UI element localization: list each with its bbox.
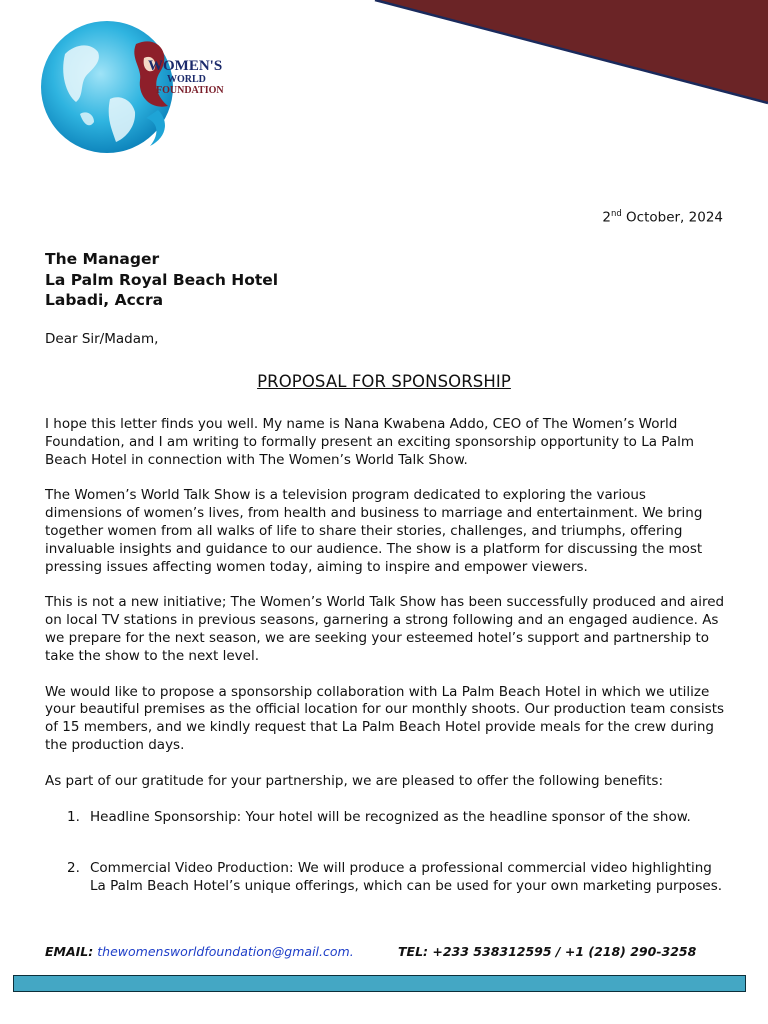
- recipient-address: [45, 249, 278, 311]
- letter-body: [45, 416, 725, 896]
- benefits-list: [45, 809, 725, 896]
- list-item: 2. Commercial Video Production: We will produce a professional commercial video highlighting La Palm Beach Hotel’s unique offerings, which can be used for your own marketing purposes.: [67, 860, 723, 895]
- womens-world-foundation-logo: [40, 14, 240, 164]
- logo-line3: FOUNDATION: [156, 85, 224, 96]
- body-paragraph: As part of our gratitude for your partnership, we are pleased to offer the following benefits:: [45, 772, 663, 789]
- letter-subject: PROPOSAL FOR SPONSORSHIP: [257, 372, 511, 391]
- recipient-line: The Manager: [45, 250, 160, 268]
- telephone-numbers: TEL: +233 538312595 / +1 (218) 290-3258: [398, 944, 697, 959]
- email-label: EMAIL:: [45, 944, 94, 959]
- letter-date: 2nd October, 2024: [602, 209, 723, 226]
- recipient-line: La Palm Royal Beach Hotel: [45, 270, 279, 289]
- footer-contact: [45, 944, 697, 959]
- salutation: Dear Sir/Madam,: [45, 331, 159, 347]
- logo-line1: WOMEN'S: [148, 58, 223, 74]
- logo-line2: WORLD: [167, 74, 206, 85]
- body-paragraph: The Women’s World Talk Show is a television program dedicated to exploring the various dimensions of women’s lives, from health and business to marriage and entertainment. We bring together women from all walks of life to share their stories, challenges, and triumphs, offering invaluable insights and guidance to our audience. The show is a platform for discussing the most pressing issues affecting women today, aiming to inspire and empower viewers.: [45, 487, 703, 575]
- footer-bar: [13, 975, 746, 992]
- body-paragraph: We would like to propose a sponsorship collaboration with La Palm Beach Hotel in which we utilize your beautiful premises as the official location for our monthly shoots. Our production team consists of 15 members, and we kindly request that La Palm Beach Hotel provide meals for the crew during the production days.: [45, 683, 725, 753]
- body-paragraph: I hope this letter finds you well. My name is Nana Kwabena Addo, CEO of The Women’s World Foundation, and I am writing to formally present an exciting sponsorship opportunity to La Palm Beach Hotel in connection with The Women’s World Talk Show.: [45, 416, 695, 468]
- body-paragraph: This is not a new initiative; The Women’s World Talk Show has been successfully produced and aired on local TV stations in previous seasons, garnering a strong following and an engaged audience. As we prepare for the next season, we are seeking your esteemed hotel’s support and partnership to take the show to the next level.: [45, 594, 725, 664]
- recipient-line: Labadi, Accra: [45, 291, 164, 309]
- email-link[interactable]: thewomensworldfoundation@gmail.com.: [97, 944, 354, 959]
- list-item: 1. Headline Sponsorship: Your hotel will be recognized as the headline sponsor of the show.: [67, 808, 691, 825]
